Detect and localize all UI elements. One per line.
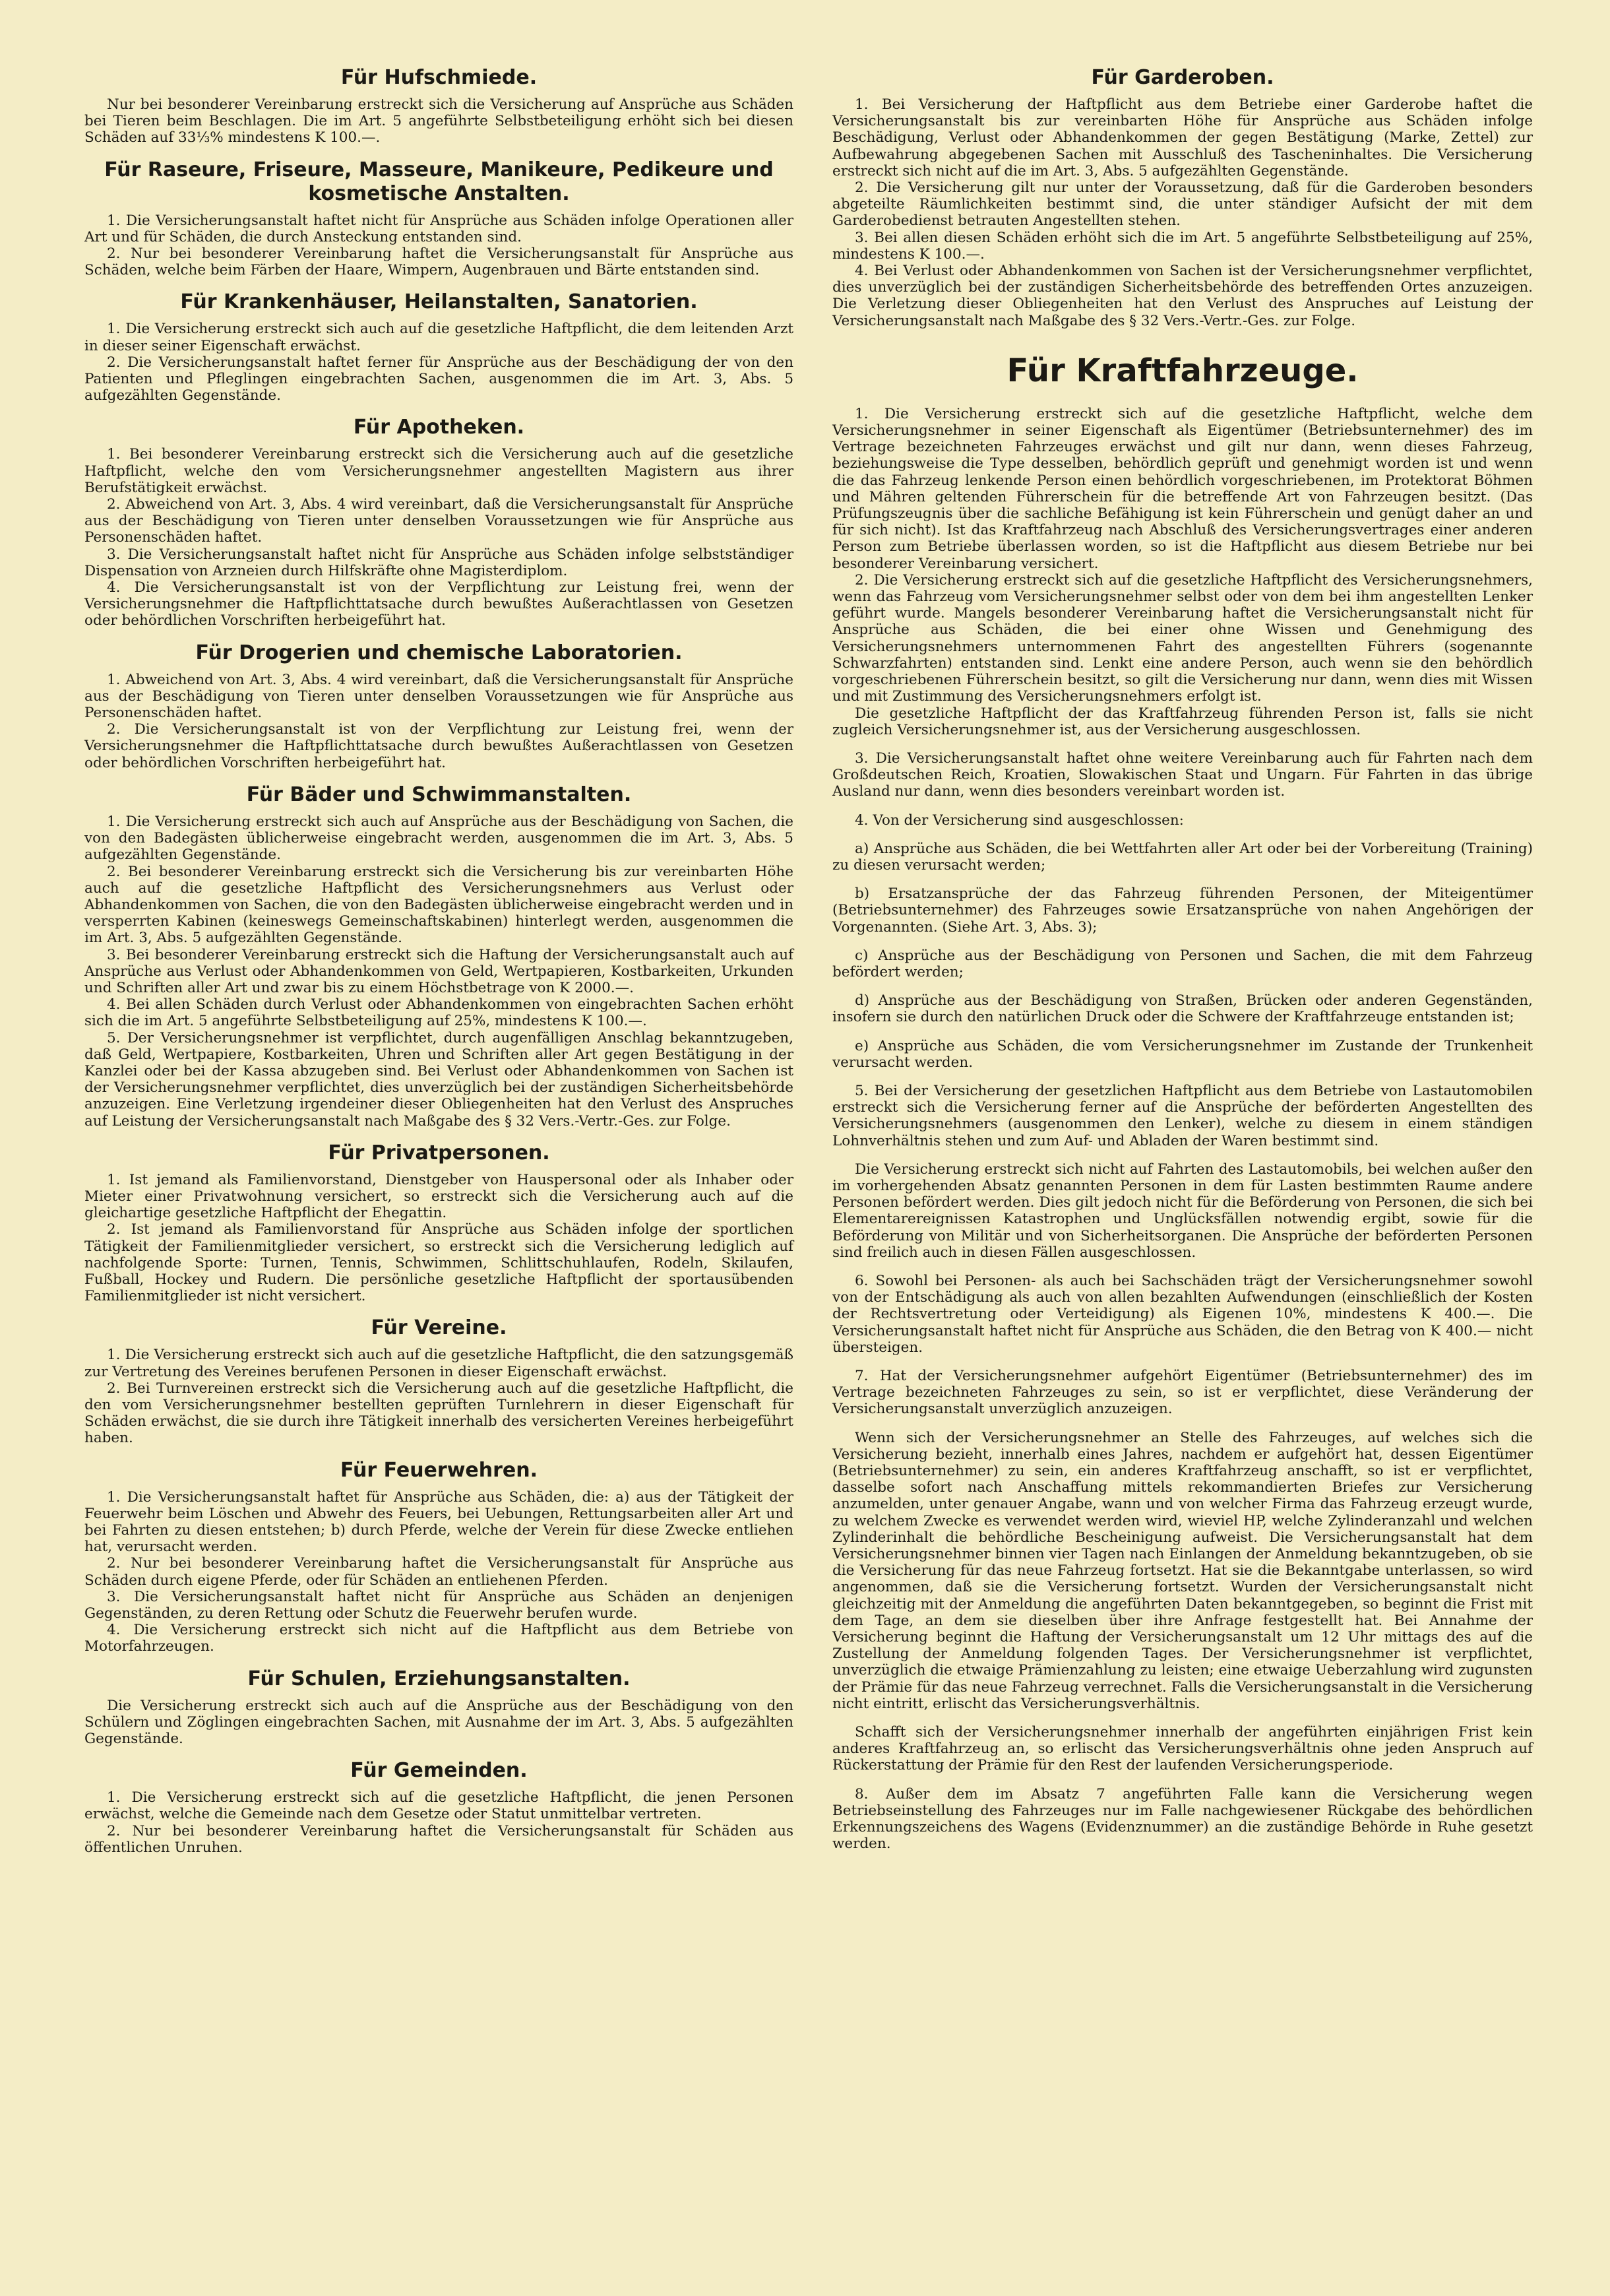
section bbox=[84, 641, 793, 771]
section-paragraph: Nur bei besonderer Vereinbarung erstreckt sich die Versicherung auf Ansprüche aus Schäden bei Tieren beim Beschlagen. Die im Art. 5 angeführte Selbstbeteiligung erhöht sich bei diesen Schäden auf 33⅓% mindestens K 100.—. bbox=[84, 96, 793, 146]
section-paragraph: 1. Die Versicherung erstreckt sich auf die gesetzliche Haftpflicht, die jenen Personen erwächst, welche die Gemeinde nach dem Gesetze oder Statut unmittelbar vertreten. bbox=[84, 1789, 793, 1823]
left-sections bbox=[84, 66, 793, 1856]
section-paragraph: 2. Nur bei besonderer Vereinbarung haftet die Versicherungsanstalt für Ansprüche aus Schäden durch eigene Pferde, oder für Schäden an entliehenen Pferden. bbox=[84, 1555, 793, 1589]
kraftfahrzeuge-paragraph: 3. Die Versicherungsanstalt haftet ohne weitere Vereinbarung auch für Fahrten nach dem Großdeutschen Reich, Kroatien, Slowakischen Staat und Ungarn. Für Fahrten in das übrige Ausland nur dann, wenn dies besonders vereinbart worden ist. bbox=[832, 749, 1533, 800]
section-title: Für Hufschmiede. bbox=[340, 66, 538, 89]
section-title: Für Schulen, Erziehungsanstalten. bbox=[247, 1667, 631, 1690]
section-paragraph: 1. Bei Versicherung der Haftpflicht aus dem Betriebe einer Garderobe haftet die Versicherungsanstalt bis zur vereinbarten Höhe für Ansprüche aus Schäden infolge Beschädigung, Verlust oder Abhandenkommen der gegen Bestätigung (Marke, Zettel) zur Aufbewahrung abgegebenen Sachen mit Ausschluß des Tascheninhaltes. Die Versicherung erstreckt sich nicht auf die im Art. 3, Abs. 5 aufgezählten Gegenstände. bbox=[832, 96, 1533, 179]
kraftfahrzeuge-paragraph: Die gesetzliche Haftpflicht der das Kraftfahrzeug führenden Person ist, falls sie nicht zugleich Versicherungsnehmer ist, aus der Versicherung ausgeschlossen. bbox=[832, 705, 1533, 738]
section-paragraph: 3. Bei besonderer Vereinbarung erstreckt sich die Haftung der Versicherungsanstalt auch auf Ansprüche aus Verlust oder Abhandenkommen von Geld, Wertpapieren, Kostbarkeiten, Urkunden und Schriften aller Art und zwar bis zu einem Höchstbetrage von K 2000.—. bbox=[84, 946, 793, 996]
kraftfahrzeuge-body bbox=[832, 406, 1533, 1853]
section-title: Für Garderoben. bbox=[1091, 66, 1274, 89]
right-column bbox=[832, 66, 1533, 1852]
section-paragraph: 2. Die Versicherung gilt nur unter der Voraussetzung, daß für die Garderoben besonders abgeteilte Räumlichkeiten bestimmt sind, die unter ständiger Aufsicht der mit dem Garderobedienst betrauten Angestellten stehen. bbox=[832, 179, 1533, 230]
section-paragraph: 3. Die Versicherungsanstalt haftet nicht für Ansprüche aus Schäden an denjenigen Gegenständen, zu deren Rettung oder Schutz die Feuerwehr berufen wurde. bbox=[84, 1588, 793, 1622]
kraftfahrzeuge-paragraph: 7. Hat der Versicherungsnehmer aufgehört Eigentümer (Betriebsunternehmer) des im Vertrage bezeichneten Fahrzeuges zu sein, so ist er verpflichtet, diese Veränderung der Versicherungsanstalt unverzüglich anzuzeigen. bbox=[832, 1368, 1533, 1418]
section bbox=[84, 1141, 793, 1305]
right-sections bbox=[832, 66, 1533, 329]
section-paragraph: 1. Die Versicherung erstreckt sich auch auf die gesetzliche Haftpflicht, die dem leitenden Arzt in dieser seiner Eigenschaft erwächst. bbox=[84, 321, 793, 354]
kraftfahrzeuge-paragraph: 2. Die Versicherung erstreckt sich auf die gesetzliche Haftpflicht des Versicherungsnehmers, wenn das Fahrzeug vom Versicherungsnehmer selbst oder von dem bei ihm angestellten Lenker geführt wurde. Mangels besonderer Vereinbarung haftet die Versicherungsanstalt nicht für Ansprüche aus Schäden, die bei einer ohne Wissen und Genehmigung des Versicherungsnehmers unternommenen Fahrt des angestellten Führers (sogenannte Schwarzfahrten) entstanden sind. Lenkt eine andere Person, auch wenn sie den behördlich vorgeschriebenen Führerschein besitzt, so gilt die Versicherung nur dann, wenn dies mit Wissen und mit Zustimmung des Versicherungsnehmers erfolgt ist. bbox=[832, 571, 1533, 705]
kraftfahrzeuge-title: Für Kraftfahrzeuge. bbox=[1006, 352, 1359, 389]
section-title: Für Privatpersonen. bbox=[328, 1141, 550, 1164]
section-paragraph: 1. Die Versicherung erstreckt sich auch auf Ansprüche aus der Beschädigung von Sachen, die von den Badegästen üblicherweise eingebracht werden, ausgenommen die im Art. 3, Abs. 5 aufgezählten Gegenstände. bbox=[84, 813, 793, 864]
section-paragraph: 1. Bei besonderer Vereinbarung erstreckt sich die Versicherung auch auf die gesetzliche Haftpflicht, welche den vom Versicherungsnehmer angestellten Magistern aus ihrer Berufstätigkeit erwächst. bbox=[84, 446, 793, 496]
section-paragraph: 2. Nur bei besonderer Vereinbarung haftet die Versicherungsanstalt für Schäden aus öffentlichen Unruhen. bbox=[84, 1822, 793, 1856]
kraftfahrzeuge-paragraph: 8. Außer dem im Absatz 7 angeführten Falle kann die Versicherung wegen Betriebseinstellung des Fahrzeuges nur im Falle nachgewiesener Rückgabe des behördlichen Erkennungszeichens des Wagens (Evidenznummer) an die zuständige Behörde in Ruhe gesetzt werden. bbox=[832, 1785, 1533, 1853]
section-paragraph: 4. Bei Verlust oder Abhandenkommen von Sachen ist der Versicherungsnehmer verpflichtet, dies unverzüglich bei der zuständigen Sicherheitsbehörde des betreffenden Ortes anzuzeigen. Die Verletzung dieser Obliegenheiten hat den Verlust des Anspruches auf Leistung der Versicherungsanstalt nach Maßgabe des § 32 Vers.-Vertr.-Ges. zur Folge. bbox=[832, 263, 1533, 329]
section-title: Für Drogerien und chemische Laboratorien. bbox=[195, 641, 683, 664]
kraftfahrzeuge-paragraph: b) Ersatzansprüche der das Fahrzeug führenden Personen, der Miteigentümer (Betriebsunternehmer) des Fahrzeuges sowie Ersatzansprüche von nahen Angehörigen der Vorgenannten. (Siehe Art. 3, Abs. 3); bbox=[832, 885, 1533, 936]
section-paragraph: 3. Die Versicherungsanstalt haftet nicht für Ansprüche aus Schäden infolge selbstständiger Dispensation von Arzneien durch Hilfskräfte ohne Magisterdiplom. bbox=[84, 546, 793, 579]
section bbox=[84, 1459, 793, 1655]
section-paragraph: 5. Der Versicherungsnehmer ist verpflichtet, durch augenfälligen Anschlag bekanntzugeben, daß Geld, Wertpapiere, Kostbarkeiten, Uhren und Schriften aller Art gegen Bestätigung in der Kanzlei oder bei der Kassa abzugeben sind. Bei Verlust oder Abhandenkommen von Sachen ist der Versicherungsnehmer verpflichtet, dies unverzüglich bei der zuständigen Sicherheitsbehörde anzuzeigen. Eine Verletzung irgendeiner dieser Obliegenheiten hat den Verlust des Anspruches auf Leistung der Versicherungsanstalt nach Maßgabe des § 32 Vers.-Vertr.-Ges. zur Folge. bbox=[84, 1029, 793, 1130]
section-paragraph: 2. Die Versicherungsanstalt haftet ferner für Ansprüche aus der Beschädigung der von den Patienten und Pfleglingen eingebrachten Sachen, ausgenommen die im Art. 3, Abs. 5 aufgezählten Gegenstände. bbox=[84, 354, 793, 404]
section-title: Für Raseure, Friseure, Masseure, Manikeure, Pedikeure und kosmetische Anstalten. bbox=[104, 158, 774, 205]
section-title: Für Apotheken. bbox=[353, 416, 525, 439]
kraftfahrzeuge-paragraph: Wenn sich der Versicherungsnehmer an Stelle des Fahrzeuges, auf welches sich die Versicherung bezieht, innerhalb eines Jahres, nachdem er aufgehört hat, dessen Eigentümer (Betriebsunternehmer) zu sein, ein anderes Kraftfahrzeug anschafft, so ist er verpflichtet, dasselbe sofort nach Anschaffung mittels rekommandierten Briefes zur Versicherung anzumelden, unter genauer Angabe, wann und von welcher Firma das Fahrzeug erzeugt wurde, zu welchem Zwecke es verwendet werden wird, wieviel HP, welche Zylinderanzahl und welchen Zylinderinhalt die behördliche Bescheinigung aufweist. Die Versicherungsanstalt hat dem Versicherungsnehmer binnen vier Tagen nach Einlangen der Anmeldung bekanntzugeben, ob sie die Versicherung für das neue Fahrzeug fortsetzt. Hat sie die Bekanntgabe unterlassen, so wird angenommen, daß sie die Versicherung fortsetzt. Wurden der Versicherungsanstalt nicht gleichzeitig mit der Anmeldung die angeführten Daten bekanntgegeben, so beginnt die Frist mit dem Tage, an dem sie dieselben über ihre Anfrage festgestellt hat. Bei Annahme der Versicherung beginnt die Haftung der Versicherungsanstalt um 12 Uhr mittags des auf die Zustellung der Anmeldung folgenden Tages. Der Versicherungsnehmer ist verpflichtet, unverzüglich die etwaige Prämienzahlung zu leisten; eine etwaige Ueberzahlung wird zugunsten der Prämie für das neue Fahrzeug verrechnet. Falls die Versicherungsanstalt in die Versicherung nicht eintritt, erlischt das Versicherungsverhältnis. bbox=[832, 1429, 1533, 1712]
section-title: Für Feuerwehren. bbox=[340, 1458, 538, 1482]
section-title: Für Krankenhäuser, Heilanstalten, Sanatorien. bbox=[180, 290, 698, 314]
section-paragraph: 4. Die Versicherung erstreckt sich nicht auf die Haftpflicht aus dem Betriebe von Motorfahrzeugen. bbox=[84, 1622, 793, 1655]
section-paragraph: 2. Abweichend von Art. 3, Abs. 4 wird vereinbart, daß die Versicherungsanstalt für Ansprüche aus der Beschädigung von Tieren unter denselben Voraussetzungen wie für Ansprüche aus Personenschäden haftet. bbox=[84, 496, 793, 546]
section-paragraph: 1. Die Versicherungsanstalt haftet nicht für Ansprüche aus Schäden infolge Operationen aller Art und für Schäden, die durch Ansteckung entstanden sind. bbox=[84, 212, 793, 245]
section-paragraph: 2. Bei Turnvereinen erstreckt sich die Versicherung auch auf die gesetzliche Haftpflicht, die den vom Versicherungsnehmer bestellten geprüften Turnlehrern in dieser Eigenschaft für Schäden erwächst, die sie durch ihre Tätigkeit innerhalb des versicherten Vereines herbeigeführt haben. bbox=[84, 1380, 793, 1447]
kraftfahrzeuge-paragraph: 6. Sowohl bei Personen- als auch bei Sachschäden trägt der Versicherungsnehmer sowohl von der Entschädigung als auch von allen bezahlten Aufwendungen (einschließlich der Kosten der Rechtsvertretung oder Verteidigung) als Eigenen 10%, mindestens K 400.—. Die Versicherungsanstalt haftet nicht für Ansprüche aus Schäden, die den Betrag von K 400.— nicht übersteigen. bbox=[832, 1272, 1533, 1356]
section bbox=[84, 416, 793, 629]
kraftfahrzeuge-paragraph: Schafft sich der Versicherungsnehmer innerhalb der angeführten einjährigen Frist kein anderes Kraftfahrzeug an, so erlischt das Versicherungsverhältnis ohne jeden Anspruch auf Rückerstattung der Prämie für den Rest der laufenden Versicherungsperiode. bbox=[832, 1724, 1533, 1774]
section-paragraph: 1. Ist jemand als Familienvorstand, Dienstgeber von Hauspersonal oder als Inhaber oder Mieter einer Privatwohnung versichert, so erstreckt sich die Versicherung auch auf die gleichartige gesetzliche Haftpflicht der Ehegattin. bbox=[84, 1171, 793, 1222]
kraftfahrzeuge-paragraph: 4. Von der Versicherung sind ausgeschlossen: bbox=[855, 812, 1184, 829]
section-paragraph: 1. Die Versicherungsanstalt haftet für Ansprüche aus Schäden, die: a) aus der Tätigkeit der Feuerwehr beim Löschen und Abwehr des Feuers, bei Uebungen, Rettungsarbeiten aller Art und bei Fahrten zu diesen entstehen; b) durch Pferde, welche der Verein für diese Zwecke entliehen hat, verursacht werden. bbox=[84, 1488, 793, 1556]
section-title: Für Gemeinden. bbox=[350, 1759, 528, 1783]
kraftfahrzeuge-section bbox=[832, 352, 1533, 1853]
kraftfahrzeuge-paragraph: e) Ansprüche aus Schäden, die vom Versicherungsnehmer im Zustande der Trunkenheit verursacht werden. bbox=[832, 1037, 1533, 1071]
kraftfahrzeuge-paragraph: d) Ansprüche aus der Beschädigung von Straßen, Brücken oder anderen Gegenständen, insofern sie durch den natürlichen Druck oder die Schwere der Kraftfahrzeuge entstanden ist; bbox=[832, 992, 1533, 1026]
section-paragraph: 2. Bei besonderer Vereinbarung erstreckt sich die Versicherung bis zur vereinbarten Höhe auch auf die gesetzliche Haftpflicht des Versicherungsnehmers aus Verlust oder Abhandenkommen von Sachen, die von den Badegästen üblicherweise eingebracht werden und in versperrten Kabinen (keineswegs Gemeinschaftskabinen) hinterlegt werden, ausgenommen die im Art. 3, Abs. 5 aufgezählten Gegenstände. bbox=[84, 863, 793, 947]
section-title: Für Vereine. bbox=[371, 1316, 507, 1340]
section bbox=[84, 1667, 793, 1748]
section-title: Für Bäder und Schwimmanstalten. bbox=[246, 782, 632, 806]
section-paragraph: 2. Ist jemand als Familienvorstand für Ansprüche aus Schäden infolge der sportlichen Tätigkeit der Familienmitglieder versichert, so erstreckt sich die Versicherung lediglich auf nachfolgende Sporte: Turnen, Tennis, Schwimmen, Schlittschuhlaufen, Rodeln, Skilaufen, Fußball, Hockey und Rudern. Die persönliche gesetzliche Haftpflicht der sportausübenden Familienmitglieder ist nicht versichert. bbox=[84, 1221, 793, 1305]
section bbox=[84, 1759, 793, 1856]
section bbox=[84, 783, 793, 1130]
section bbox=[84, 290, 793, 404]
section-paragraph: 3. Bei allen diesen Schäden erhöht sich die im Art. 5 angeführte Selbstbeteiligung auf 25%, mindestens K 100.—. bbox=[832, 229, 1533, 263]
section bbox=[84, 66, 793, 146]
kraftfahrzeuge-paragraph: c) Ansprüche aus der Beschädigung von Personen und Sachen, die mit dem Fahrzeug befördert werden; bbox=[832, 947, 1533, 980]
left-column bbox=[84, 66, 793, 1856]
section-paragraph: 4. Die Versicherungsanstalt ist von der Verpflichtung zur Leistung frei, wenn der Versicherungsnehmer die Haftpflichttatsache durch bewußtes Außerachtlassen von Gesetzen oder behördlichen Vorschriften herbeigeführt hat. bbox=[84, 579, 793, 629]
kraftfahrzeuge-paragraph: 5. Bei der Versicherung der gesetzlichen Haftpflicht aus dem Betriebe von Lastautomobilen erstreckt sich die Versicherung ferner auf die Ansprüche der beförderten Angestellten des Versicherungsnehmers (ausgenommen den Lenker), welche zu diesem in einem ständigen Lohnverhältnis stehen und zum Auf- und Abladen der Waren bestimmt sind. bbox=[832, 1082, 1533, 1149]
kraftfahrzeuge-paragraph: a) Ansprüche aus Schäden, die bei Wettfahrten aller Art oder bei der Vorbereitung (Training) zu diesen verursacht werden; bbox=[832, 840, 1533, 874]
section bbox=[84, 158, 793, 279]
section-paragraph: 1. Die Versicherung erstreckt sich auch auf die gesetzliche Haftpflicht, die den satzungsgemäß zur Vertretung des Vereines berufenen Personen in dieser Eigenschaft erwächst. bbox=[84, 1347, 793, 1380]
kraftfahrzeuge-paragraph: 1. Die Versicherung erstreckt sich auf die gesetzliche Haftpflicht, welche dem Versicherungsnehmer in seiner Eigenschaft als Eigentümer (Betriebsunternehmer) des im Vertrage bezeichneten Fahrzeuges erwächst und gilt nur dann, wenn dieses Fahrzeug, beziehungsweise die Type desselben, behördlich geprüft und genehmigt worden ist und wenn die das Fahrzeug lenkende Person einen behördlich vorgeschriebenen, im Protektorat Böhmen und Mähren geltenden Führerschein für die betreffende Art von Fahrzeugen besitzt. (Das Prüfungszeugnis über die sachliche Befähigung ist kein Führerschein und genügt daher an und für sich nicht). Ist das Kraftfahrzeug nach Abschluß des Versicherungsvertrages einer anderen Person zum Betriebe überlassen worden, so ist die Haftpflicht aus diesem Betriebe nur bei besonderer Vereinbarung versichert. bbox=[832, 405, 1533, 572]
section-paragraph: 1. Abweichend von Art. 3, Abs. 4 wird vereinbart, daß die Versicherungsanstalt für Ansprüche aus der Beschädigung von Tieren unter denselben Voraussetzungen wie für Ansprüche aus Personenschäden haftet. bbox=[84, 671, 793, 722]
section-paragraph: 2. Die Versicherungsanstalt ist von der Verpflichtung zur Leistung frei, wenn der Versicherungsnehmer die Haftpflichttatsache durch bewußtes Außerachtlassen von Gesetzen oder behördlichen Vorschriften herbeigeführt hat. bbox=[84, 721, 793, 771]
section bbox=[832, 66, 1533, 329]
section-paragraph: Die Versicherung erstreckt sich auch auf die Ansprüche aus der Beschädigung von den Schülern und Zöglingen eingebrachten Sachen, mit Ausnahme der im Art. 3, Abs. 5 aufgezählten Gegenstände. bbox=[84, 1697, 793, 1748]
section-paragraph: 2. Nur bei besonderer Vereinbarung haftet die Versicherungsanstalt für Ansprüche aus Schäden, welche beim Färben der Haare, Wimpern, Augenbrauen und Bärte entstanden sind. bbox=[84, 245, 793, 279]
section bbox=[84, 1316, 793, 1446]
kraftfahrzeuge-paragraph: Die Versicherung erstreckt sich nicht auf Fahrten des Lastautomobils, bei welchen außer den im vorhergehenden Absatz genannten Personen in dem für Lasten bestimmten Raume andere Personen befördert werden. Dies gilt jedoch nicht für die Beförderung von Personen, die sich bei Elementarereignissen Katastrophen und Unglücksfällen notwendig ergibt, sowie für die Beförderung von Militär und von Sicherheitsorganen. Die Ansprüche der beförderten Personen sind freilich auch in diesen Fällen ausgeschlossen. bbox=[832, 1161, 1533, 1261]
section-paragraph: 4. Bei allen Schäden durch Verlust oder Abhandenkommen von eingebrachten Sachen erhöht sich die im Art. 5 angeführte Selbstbeteiligung auf 25%, mindestens K 100.—. bbox=[84, 996, 793, 1030]
